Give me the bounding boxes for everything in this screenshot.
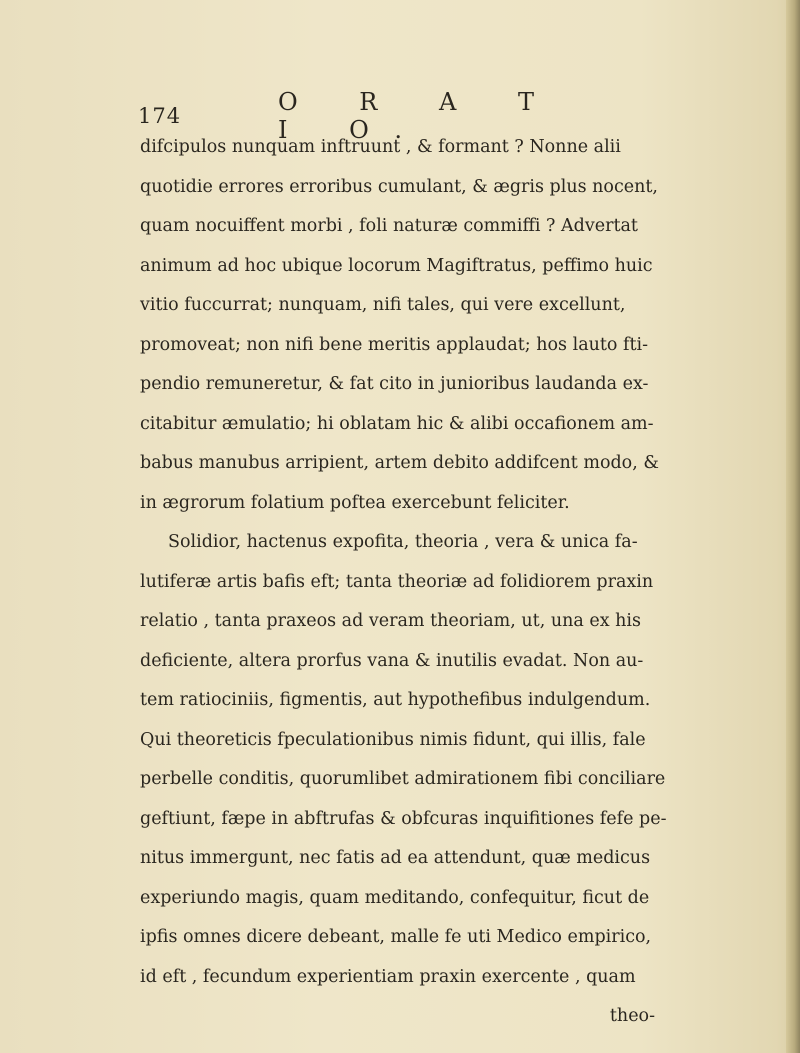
paragraph-start-line: Solidior, hactenus expofita, theoria , vera & unica fa-	[168, 532, 638, 552]
text-line: animum ad hoc ubique locorum Magiftratus, peffimo huic	[140, 255, 653, 276]
catchword: theo-	[609, 1006, 655, 1026]
page-number: 174	[138, 104, 182, 128]
text-line: quotidie errores erroribus cumulant, & ægris plus nocent,	[140, 176, 658, 197]
text-line: Qui theoreticis fpeculationibus nimis fidunt, qui illis, fale	[140, 729, 646, 750]
text-line: promoveat; non nifi bene meritis applaudat; hos lauto fti-	[140, 334, 649, 355]
text-line: citabitur æmulatio; hi oblatam hic & alibi occafionem am-	[140, 413, 654, 434]
running-head: O R A T I O.	[278, 88, 561, 144]
text-line: pendio remuneretur, & fat cito in junioribus laudanda ex-	[140, 374, 649, 394]
text-line: lutiferæ artis bafis eft; tanta theoriæ ad folidiorem praxin	[140, 571, 654, 592]
text-line: tem ratiociniis, figmentis, aut hypothefibus indulgendum.	[140, 690, 651, 710]
text-line: experiundo magis, quam meditando, confequitur, ficut de	[140, 887, 650, 908]
text-line: vitio fuccurrat; nunquam, nifi tales, qui vere excellunt,	[140, 295, 626, 315]
text-line: perbelle conditis, quorumlibet admirationem fibi conciliare	[140, 769, 666, 789]
text-line: id eft , fecundum experientiam praxin exercente , quam	[140, 966, 636, 987]
text-line: geftiunt, fæpe in abftrufas & obfcuras inquifitiones fefe pe-	[140, 808, 667, 829]
text-line: quam nocuiffent morbi , foli naturæ commiffi ? Advertat	[140, 216, 638, 236]
text-line: relatio , tanta praxeos ad veram theoriam, ut, una ex his	[140, 611, 641, 631]
body-text	[140, 128, 667, 1037]
text-line: nitus immergunt, nec fatis ad ea attendunt, quæ medicus	[140, 848, 651, 868]
text-line: deficiente, altera prorfus vana & inutilis evadat. Non au-	[140, 650, 644, 671]
text-line: ipfis omnes dicere debeant, malle fe uti Medico empirico,	[140, 927, 652, 947]
page-binding-edge	[786, 0, 800, 1053]
text-line: babus manubus arripient, artem debito addifcent modo, &	[140, 453, 659, 473]
text-line: in ægrorum folatium poftea exercebunt feliciter.	[140, 492, 570, 513]
text-line: difcipulos nunquam inftruunt , & formant ? Nonne alii	[140, 137, 621, 157]
